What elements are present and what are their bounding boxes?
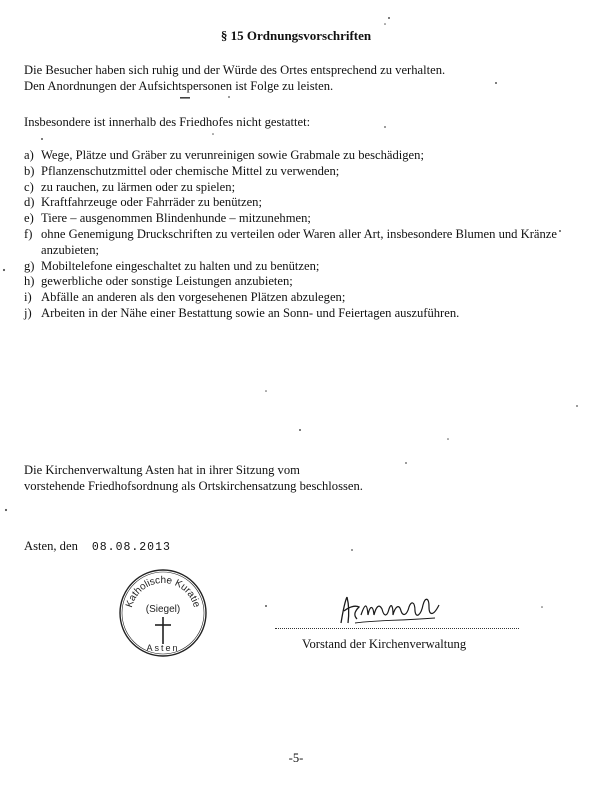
list-item [24,180,569,196]
list-item [24,259,569,275]
intro-paragraph [24,62,569,94]
church-seal-stamp [118,568,208,658]
item-marker: j) [24,305,32,320]
list-item [24,211,569,227]
resolution-paragraph [24,462,569,494]
list-intro: Insbesondere ist innerhalb des Friedhofes nicht gestattet: [24,115,311,129]
item-marker: a) [24,148,34,162]
item-marker: c) [24,179,34,194]
seal-center-text: (Siegel) [145,604,181,615]
handwritten-signature [335,593,445,627]
item-text: Arbeiten in der Nähe einer Bestattung sowie an Sonn- und Feiertagen auszuführen. [41,305,460,320]
place-label: Asten, den [24,539,78,553]
page-number: -5- [288,751,304,765]
list-item [24,227,569,259]
item-text: Abfälle an anderen als den vorgesehenen Plätzen abzulegen; [41,290,346,305]
item-text: Pflanzenschutzmittel oder chemische Mittel zu verwenden; [41,163,340,178]
item-text: Mobiltelefone eingeschaltet zu halten und zu benützen; [41,258,320,273]
intro-line: Die Besucher haben sich ruhig und der Würde des Ortes entsprechend zu verhalten. [24,63,446,77]
signature-caption: Vorstand der Kirchenverwaltung [302,637,467,651]
item-marker: h) [24,274,35,289]
prohibitions-list [24,148,569,322]
list-item [24,195,569,211]
seal-ring-text: Katholische Kuratie [124,574,202,609]
item-marker: b) [24,163,35,178]
signature-line [275,628,519,629]
item-text: ohne Genemigung Druckschriften zu verteilen oder Waren aller Art, insbesondere Blumen und Kränze anzubieten; [41,226,557,257]
item-marker: f) [24,226,33,241]
list-item [24,164,569,180]
item-marker: i) [24,290,32,305]
date-value: 08.08.2013 [91,541,171,554]
seal-bottom-text: Asten [146,643,180,653]
item-marker: e) [24,211,34,226]
resolution-line: vorstehende Friedhofsordnung als Ortskirchensatzung beschlossen. [24,479,363,493]
item-marker: d) [24,195,35,210]
list-item [24,148,569,164]
item-text: Kraftfahrzeuge oder Fahrräder zu benützen; [41,195,262,210]
list-item [24,290,569,306]
list-item [24,306,569,322]
item-marker: g) [24,258,35,273]
item-text: Tiere – ausgenommen Blindenhunde – mitzunehmen; [41,211,311,226]
resolution-line: Die Kirchenverwaltung Asten hat in ihrer Sitzung vom [24,463,300,477]
section-heading: § 15 Ordnungsvorschriften [220,28,372,43]
item-text: Wege, Plätze und Gräber zu verunreinigen sowie Grabmale zu beschädigen; [41,148,424,162]
list-item [24,274,569,290]
place-date-line [24,538,569,556]
intro-line: Den Anordnungen der Aufsichtspersonen ist Folge zu leisten. [24,79,334,93]
item-text: zu rauchen, zu lärmen oder zu spielen; [41,179,236,194]
item-text: gewerbliche oder sonstige Leistungen anzubieten; [41,274,293,289]
